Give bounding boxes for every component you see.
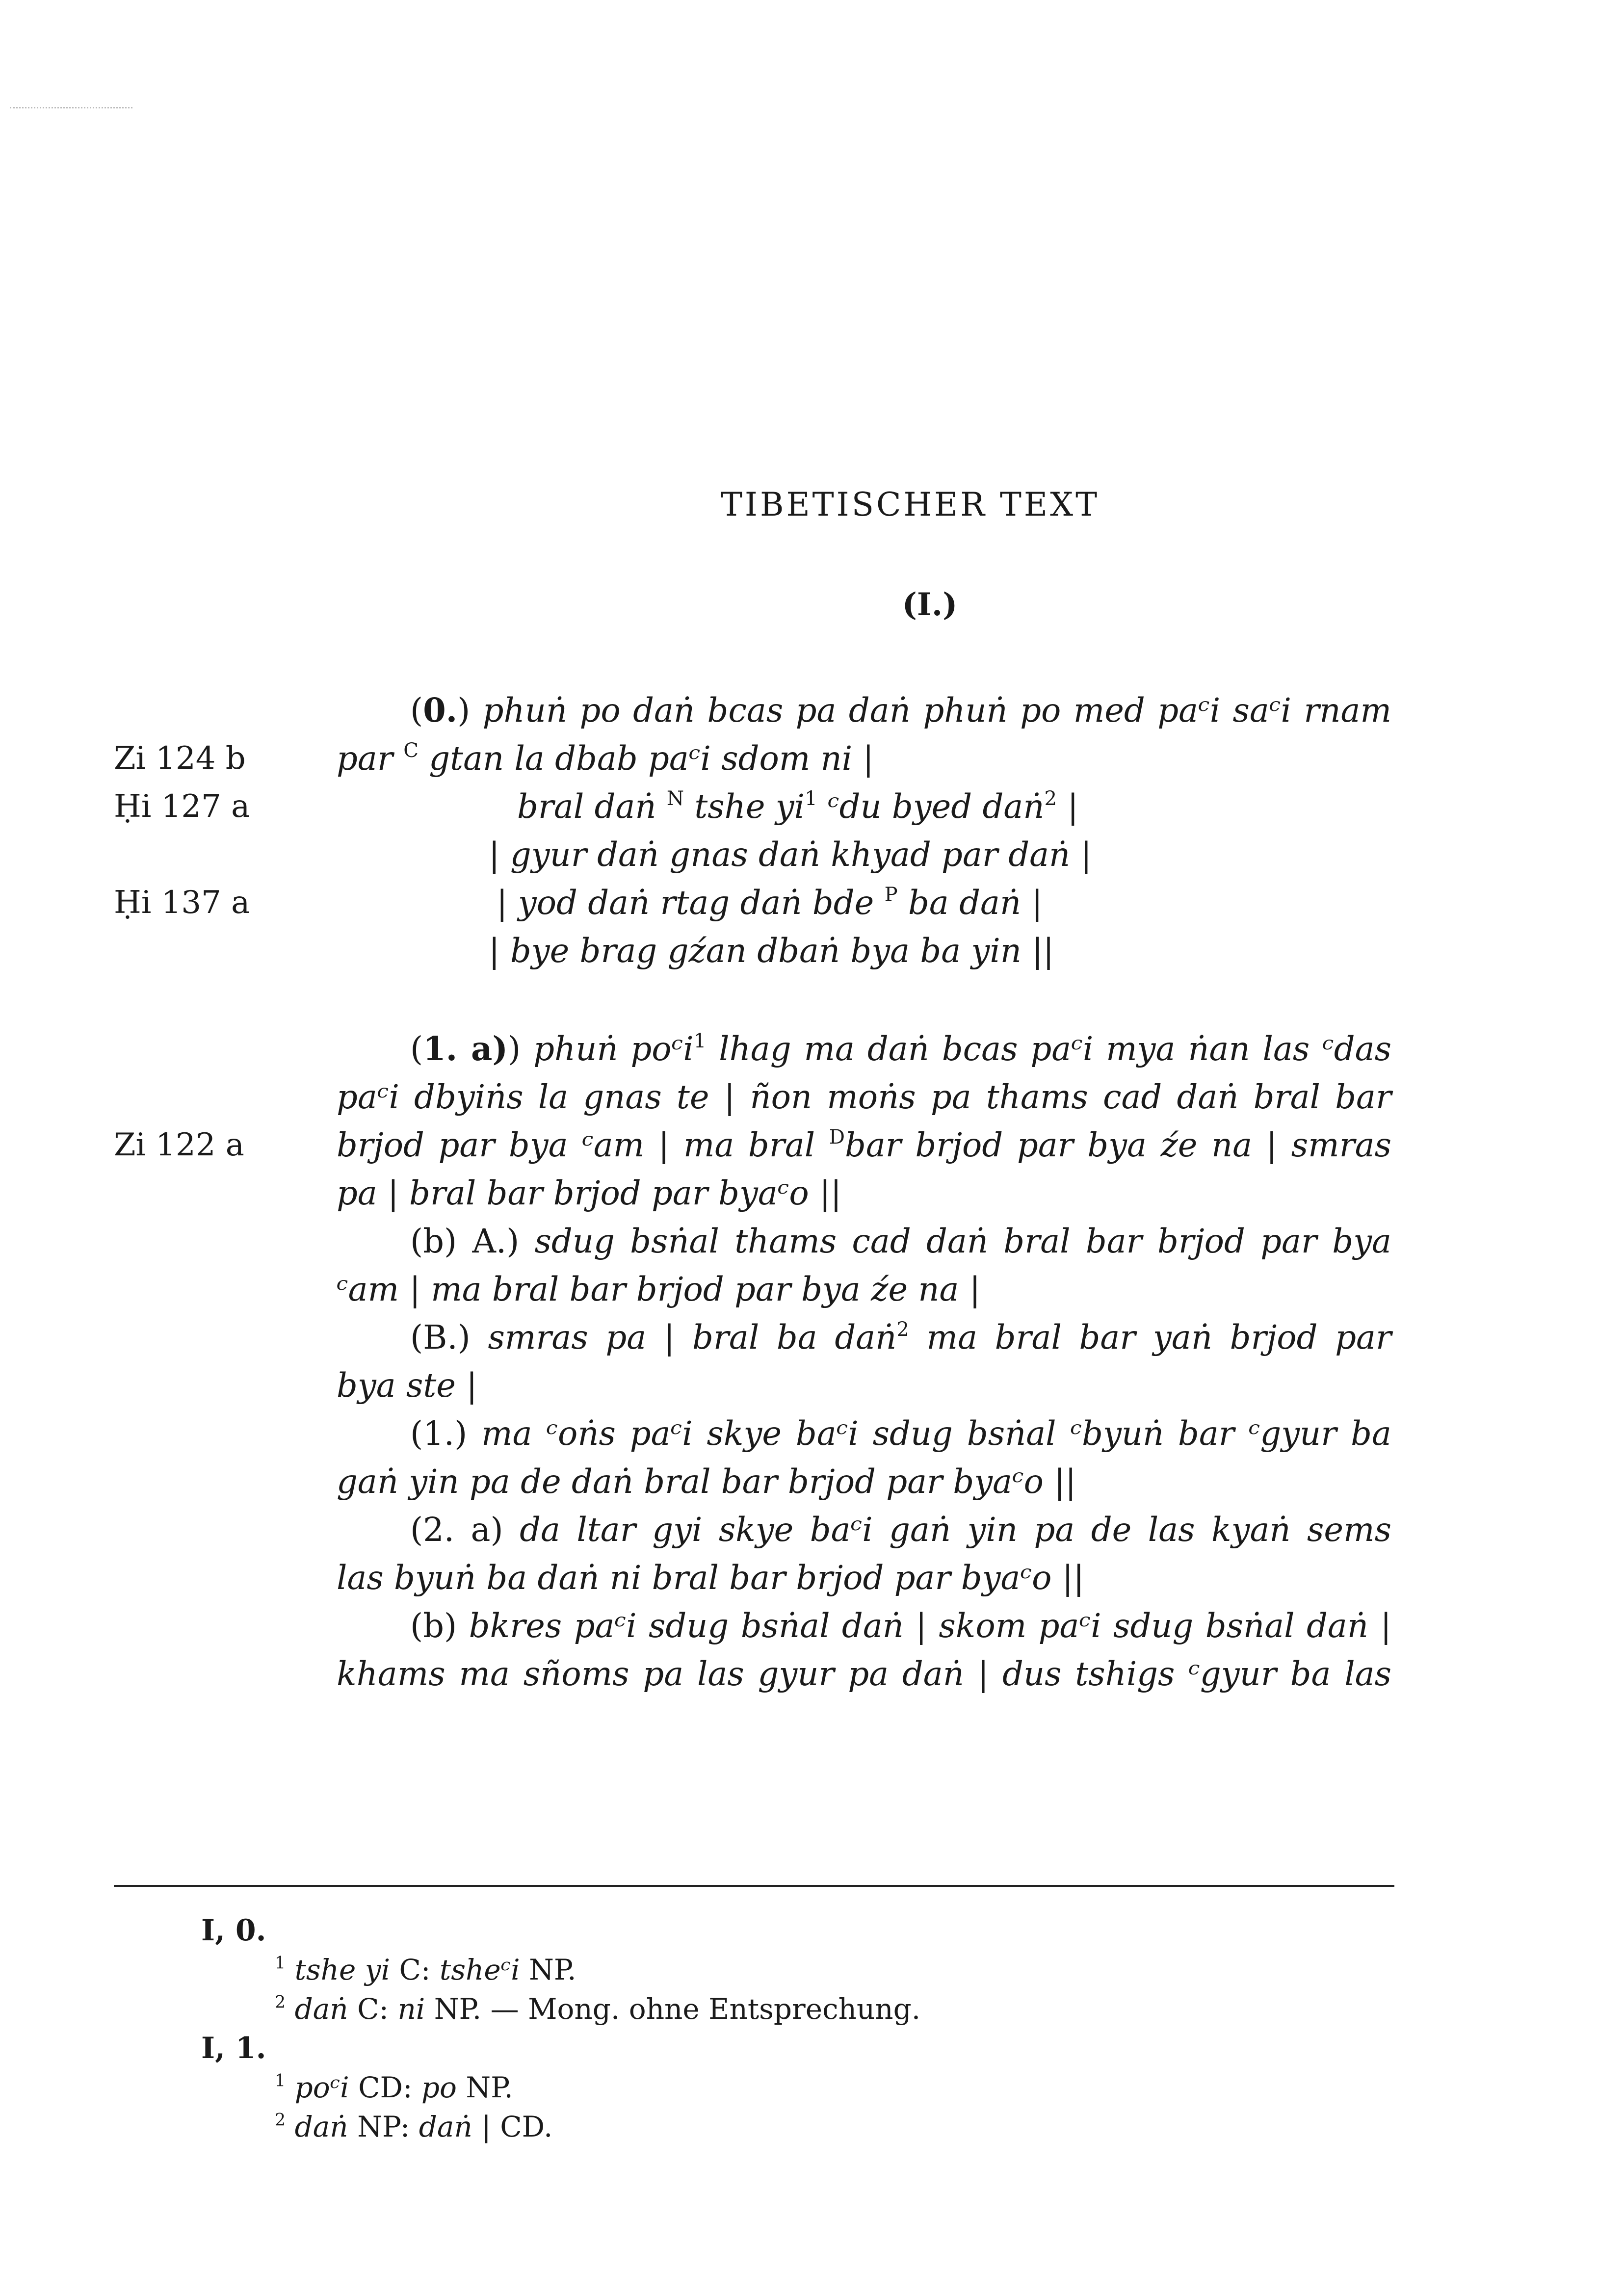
text-line: (b) A.) sdug bsṅal thams cad daṅ bral bar brjod par bya [410, 1222, 1391, 1260]
text-line: (1.) ma ᶜoṅs paᶜi skye baᶜi sdug bsṅal ᶜbyuṅ bar ᶜgyur ba [410, 1414, 1391, 1453]
text-line: (1. a)) phuṅ poᶜi$^1$ lhag ma daṅ bcas paᶜi mya ṅan las ᶜdas [410, 1029, 1391, 1068]
verse-line: bral daṅ $^N$ tshe $yi^1$ ᶜdu byed daṅ$^2$ | [517, 787, 1078, 826]
text-line: ᶜam | ma bral bar brjod par bya źe na | [337, 1270, 981, 1308]
text-line: paᶜi dbyiṅs la gnas te | ñon moṅs pa thams cad daṅ bral bar [337, 1078, 1391, 1116]
text-line: (2. a) da ltar gyi skye baᶜi gaṅ yin pa de las kyaṅ sems [410, 1511, 1391, 1549]
text-line: las byuṅ ba daṅ ni bral bar brjod par byaᶜo || [337, 1559, 1084, 1597]
scan-mark [10, 107, 132, 108]
verse-line: | gyur daṅ gnas daṅ khyad par daṅ | [489, 835, 1092, 874]
text-line: bya ste | [337, 1366, 477, 1405]
margin-ref-zi-124b: Zi 124 b [114, 740, 246, 777]
text-line: (B.) smras pa | bral ba daṅ$^2$ ma bral bar yaṅ brjod par [410, 1318, 1391, 1357]
text-line: brjod par bya ᶜam | ma bral $^D$bar brjod par bya źe na | smras [337, 1125, 1391, 1164]
page-title: TIBETISCHER TEXT [720, 486, 1100, 523]
verse-line: | bye brag gźan dbaṅ bya ba yin || [489, 932, 1054, 970]
text-line: gaṅ yin pa de daṅ bral bar brjod par byaᶜo || [337, 1462, 1076, 1501]
footnote: $^2$ daṅ NP: daṅ | CD. [275, 2110, 553, 2143]
footnote-group-label: I, 1. [201, 2031, 266, 2065]
verse-line: | yod daṅ rtag daṅ bde $^P$ ba daṅ | [497, 883, 1043, 922]
text-line: khams ma sñoms pa las gyur pa daṅ | dus tshigs ᶜgyur ba las [337, 1655, 1391, 1693]
footnote-rule [114, 1885, 1394, 1887]
footnote: $^2$ daṅ C: ni NP. — Mong. ohne Entsprechung. [275, 1992, 921, 2026]
footnote: $^1$ tshe yi C: tsheᶜi NP. [275, 1953, 576, 1986]
text-line: par $^C$ gtan la dbab paᶜi sdom ni | [337, 739, 874, 778]
section-heading: (I.) [902, 586, 958, 623]
margin-ref-zi-122a: Zi 122 a [114, 1127, 244, 1163]
text-line: pa | bral bar brjod par byaᶜo || [337, 1174, 842, 1212]
footnote: $^1$ poᶜi CD: po NP. [275, 2071, 513, 2104]
margin-ref-hi-127a: Ḥi 127 a [114, 788, 250, 825]
text-line: (0.) phuṅ po daṅ bcas pa daṅ phuṅ po med paᶜi saᶜi rnam [410, 691, 1392, 730]
margin-ref-hi-137a: Ḥi 137 a [114, 885, 250, 921]
footnote-group-label: I, 0. [201, 1913, 266, 1948]
text-line: (b) bkres paᶜi sdug bsṅal daṅ | skom paᶜi sdug bsṅal daṅ | [410, 1607, 1391, 1645]
